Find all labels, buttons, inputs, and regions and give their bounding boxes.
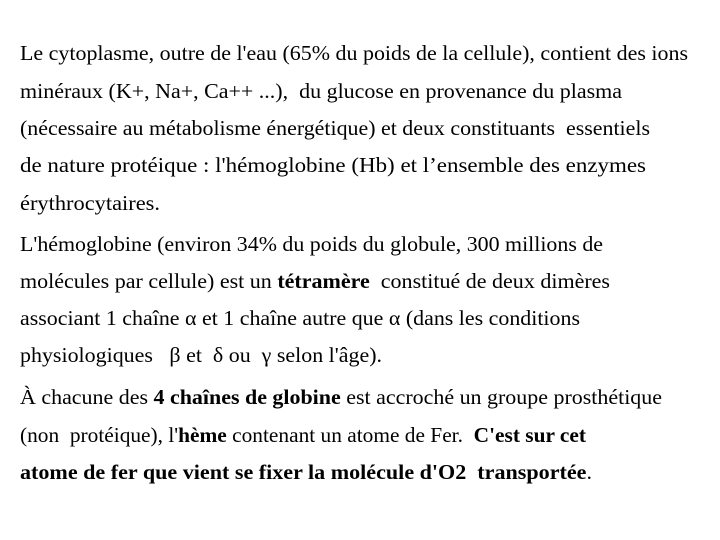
text: (non protéique), l'	[20, 423, 179, 447]
text: contenant un atome de Fer.	[226, 423, 474, 447]
text: molécules par cellule) est un	[20, 269, 278, 293]
paragraph-2-line	[20, 343, 382, 367]
text: de nature protéique : l'hémoglobine (Hb) et l’ensemble des enzymes	[20, 153, 646, 177]
paragraph-3-line	[20, 460, 592, 484]
paragraph-1-line	[20, 79, 622, 103]
bold-text: hème	[178, 423, 227, 447]
text: associant 1 chaîne α et 1 chaîne autre que α (dans les conditions	[20, 306, 580, 330]
text: (nécessaire au métabolisme énergétique) et deux constituants essentiels	[20, 116, 650, 140]
text: L'hémoglobine (environ 34% du poids du globule, 300 millions de	[20, 232, 603, 256]
paragraph-1-line	[20, 153, 646, 177]
text: .	[586, 460, 592, 484]
paragraph-1-line	[20, 41, 688, 65]
text: Le cytoplasme, outre de l'eau (65% du poids de la cellule), contient des ions	[20, 41, 688, 65]
bold-text: C'est sur cet	[473, 423, 586, 447]
bold-text: tétramère	[277, 269, 370, 293]
text: physiologiques β et δ ou γ selon l'âge).	[20, 343, 382, 367]
paragraph-1-line	[20, 191, 160, 215]
paragraph-3-line	[20, 385, 662, 409]
paragraph-1-line	[20, 116, 650, 140]
text: constitué de deux dimères	[369, 269, 610, 293]
bold-text: atome de fer que vient se fixer la molécule d'O2 transportée	[20, 460, 587, 484]
paragraph-3-line	[20, 423, 586, 447]
paragraph-2-line	[20, 232, 603, 256]
text: est accroché un groupe prosthétique	[340, 385, 662, 409]
text: minéraux (K+, Na+, Ca++ ...), du glucose en provenance du plasma	[20, 79, 622, 103]
text: À chacune des	[20, 385, 154, 409]
bold-text: 4 chaînes de globine	[153, 385, 341, 409]
paragraph-2-line	[20, 306, 580, 330]
paragraph-2-line	[20, 269, 610, 293]
text: érythrocytaires.	[20, 191, 160, 215]
